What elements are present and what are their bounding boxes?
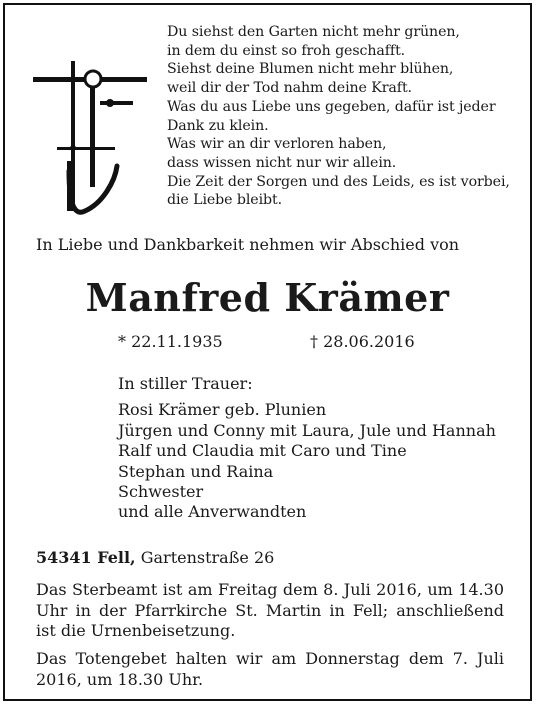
poem-line: weil dir der Tod nahm deine Kraft. xyxy=(167,80,412,97)
prayer-info: Das Totengebet halten wir am Donnerstag dem 7. Juli 2016, um 18.30 Uhr. xyxy=(36,649,504,689)
address-place: 54341 Fell, xyxy=(36,548,136,567)
deceased-name: Manfred Krämer xyxy=(85,275,450,320)
mourners-list xyxy=(118,374,496,523)
poem-line: die Liebe bleibt. xyxy=(167,192,283,209)
address xyxy=(36,548,274,567)
poem-line: Du siehst den Garten nicht mehr grünen, xyxy=(167,24,460,40)
requiem-info: Das Sterbeamt ist am Freitag dem 8. Juli 2016, um 14.30 Uhr in der Pfarrkirche St. Martin in Fell; anschließend ist die Urnenbeisetzung. xyxy=(36,580,504,640)
farewell-intro: In Liebe und Dankbarkeit nehmen wir Abschied von xyxy=(36,235,460,254)
poem-line: in dem du einst so froh geschafft. xyxy=(167,42,406,59)
mourner: Schwester xyxy=(118,482,204,502)
poem xyxy=(167,23,517,210)
stylized-cross-icon xyxy=(33,21,153,226)
death-date: † 28.06.2016 xyxy=(310,332,415,351)
poem-line: Dank zu klein. xyxy=(167,117,269,134)
poem-line: dass wissen nicht nur wir allein. xyxy=(167,154,397,171)
poem-line: Siehst deine Blumen nicht mehr blühen, xyxy=(167,61,454,78)
poem-line: Was du aus Liebe uns gegeben, dafür ist jeder xyxy=(167,98,496,115)
poem-line: Was wir an dir verloren haben, xyxy=(167,136,387,153)
mourner: Ralf und Claudia mit Caro und Tine xyxy=(118,441,407,461)
mourner: Stephan und Raina xyxy=(118,461,274,481)
mourners-heading: In stiller Trauer: xyxy=(118,374,253,393)
mourner: und alle Anverwandten xyxy=(118,502,307,522)
obituary-card xyxy=(3,3,532,701)
mourner: Rosi Krämer geb. Plunien xyxy=(118,400,327,420)
mourner: Jürgen und Conny mit Laura, Jule und Hannah xyxy=(118,420,496,440)
poem-line: Die Zeit der Sorgen und des Leids, es ist vorbei, xyxy=(167,173,510,190)
birth-date: * 22.11.1935 xyxy=(118,332,223,351)
address-street: Gartenstraße 26 xyxy=(140,548,275,567)
